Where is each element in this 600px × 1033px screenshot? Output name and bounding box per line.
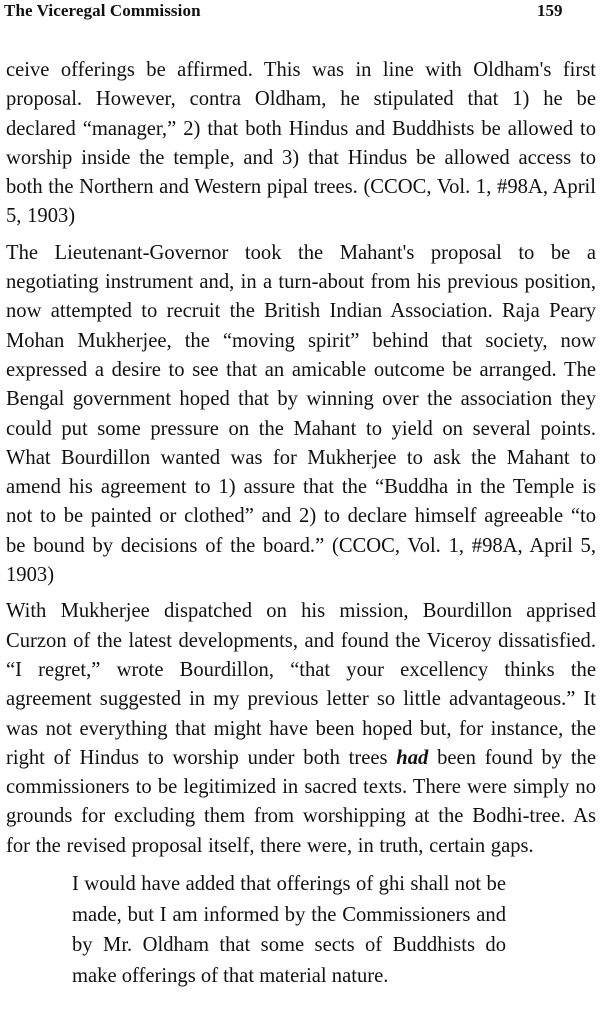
- page-number: 159: [537, 1, 563, 20]
- block-quote: I would have added that offerings of ghi shall not be made, but I am informed by the Commissioners and by Mr. Oldham that some sects of Buddhists do make offerings of that material nature.: [72, 873, 506, 987]
- paragraph-3-text-before: With Mukherjee dispatched on his mission, Bourdillon apprised Curzon of the latest developments, and found the Viceroy dissatisfied. “I regret,” wrote Bourdillon, “that your excellency thinks the agreement suggested in my previous letter so little advantageous.” It was not everything that might have been hoped but, for instance, the right of Hindus to worship under both trees: [6, 600, 596, 769]
- paragraph-3: [6, 597, 596, 861]
- paragraph-1: ceive offerings be affirmed. This was in line with Oldham's first proposal. However, contra Oldham, he stipulated that 1) he be declared “manager,” 2) that both Hindus and Buddhists be allowed to worship inside the temple, and 3) that Hindus be allowed access to both the Northern and Western pipal trees. (CCOC, Vol. 1, #98A, April 5, 1903): [6, 59, 596, 228]
- paragraph-2: The Lieutenant-Governor took the Mahant's proposal to be a negotiating instrument and, in a turn-about from his previous position, now attempted to recruit the British Indian Association. Raja Peary Mohan Mukherjee, the “moving spirit” behind that society, now expressed a desire to see that an amicable outcome be arranged. The Bengal government hoped that by winning over the association they could put some pressure on the Mahant to yield on several points. What Bourdillon wanted was for Mukherjee to ask the Mahant to amend his agreement to 1) assure that the “Buddha in the Temple is not to be painted or clothed” and 2) to declare himself agreeable “to be bound by decisions of the board.” (CCOC, Vol. 1, #98A, April 5, 1903): [6, 241, 596, 587]
- paragraph-3-text-after: been found by the commissioners to be legitimized in sacred texts. There were simply no grounds for excluding them from worshipping at the Bodhi-tree. As for the revised proposal itself, there were, in truth, certain gaps.: [6, 746, 596, 857]
- running-head: [0, 0, 600, 24]
- body-text: [6, 56, 596, 991]
- emphasized-word: had: [396, 746, 429, 769]
- running-title: The Viceregal Commission: [4, 1, 201, 20]
